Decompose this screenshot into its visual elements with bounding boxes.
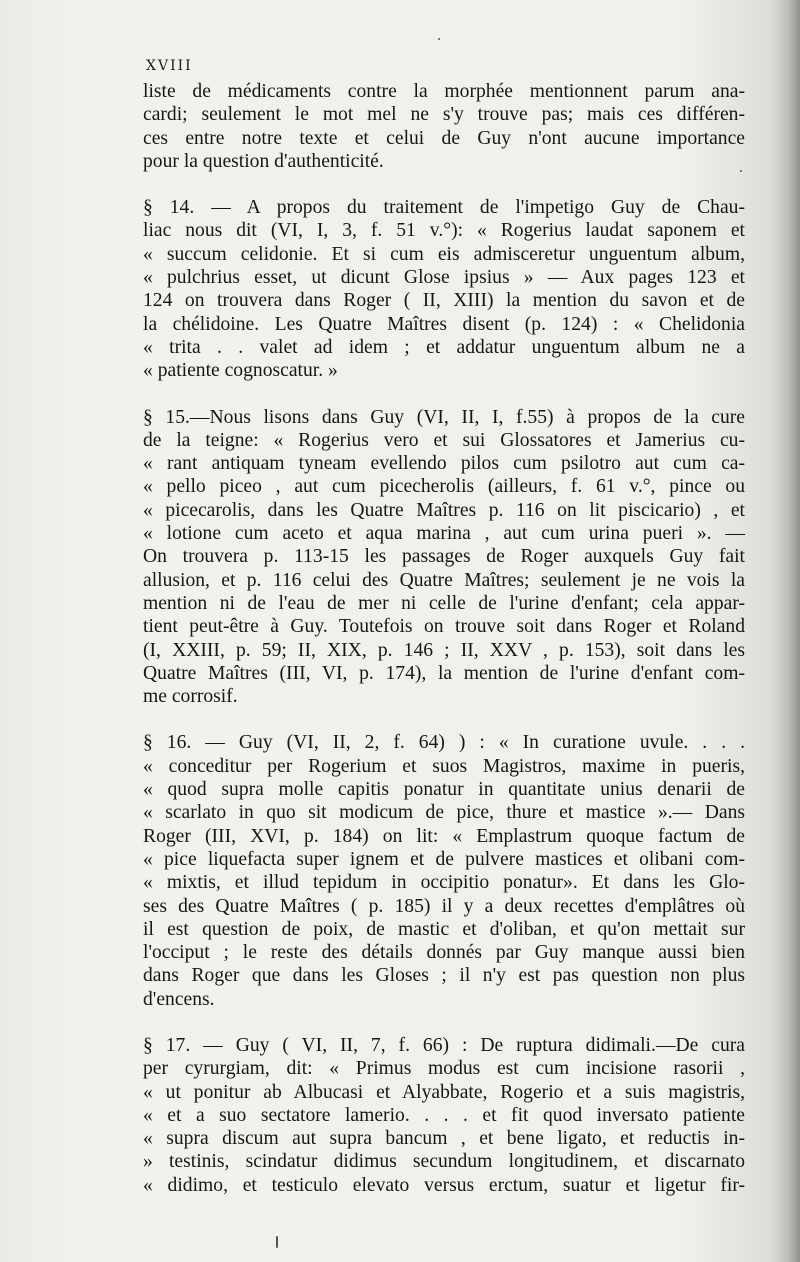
- text-line: « pice liquefacta super ignem et de pulvere mastices et olibani com-: [143, 848, 745, 870]
- text-line: « ut ponitur ab Albucasi et Alyabbate, Rogerio et a suis magistris,: [143, 1081, 745, 1103]
- text-line: « et a suo sectatore lamerio. . . . et fit quod inversato patiente: [143, 1104, 745, 1126]
- paper-speck: [438, 38, 440, 40]
- paper-speck: [740, 170, 742, 172]
- text-line: mention ni de l'eau de mer ni celle de l'urine d'enfant; cela appar-: [143, 592, 745, 614]
- paper-speck: [276, 1236, 278, 1248]
- text-line: « quod supra molle capitis ponatur in quantitate unius denarii de: [143, 779, 745, 801]
- text-line: cardi; seulement le mot mel ne s'y trouve pas; mais ces différen-: [143, 104, 745, 126]
- text-line: pour la question d'authenticité.: [143, 150, 384, 172]
- text-line: la chélidoine. Les Quatre Maîtres disent (p. 124) : « Chelidonia: [143, 313, 745, 335]
- text-line: tient peut-être à Guy. Toutefois on trouve soit dans Roger et Roland: [143, 616, 745, 638]
- section-15: [143, 406, 745, 709]
- text-line: Roger (III, XVI, p. 184) on lit: « Emplastrum quoque factum de: [143, 825, 745, 847]
- text-line: « scarlato in quo sit modicum de pice, thure et mastice ».— Dans: [143, 802, 745, 824]
- paragraph-continuation: [143, 80, 745, 173]
- text-line: « patiente cognoscatur. »: [143, 360, 338, 382]
- text-line: « picecarolis, dans les Quatre Maîtres p. 116 on lit piscicario) , et: [143, 499, 745, 521]
- text-line: « mixtis, et illud tepidum in occipitio ponatur». Et dans les Glo-: [143, 872, 745, 894]
- text-line: « didimo, et testiculo elevato versus erctum, suatur et ligetur fir-: [143, 1174, 745, 1196]
- text-line: « pello piceo , aut cum picecherolis (ailleurs, f. 61 v.°, pince ou: [143, 476, 745, 498]
- text-line: § 14. — A propos du traitement de l'impetigo Guy de Chau-: [143, 197, 745, 219]
- text-line: » testinis, scindatur didimus secundum longitudinem, et discarnato: [143, 1151, 745, 1173]
- section-14: [143, 196, 745, 382]
- body-text: [143, 80, 745, 1220]
- text-line: il est question de poix, de mastic et d'oliban, et qu'on mettait sur: [143, 918, 745, 940]
- text-line: § 16. — Guy (VI, II, 2, f. 64) ) : « In curatione uvule. . . .: [143, 732, 745, 754]
- section-16: [143, 731, 745, 1011]
- text-line: § 17. — Guy ( VI, II, 7, f. 66) : De ruptura didimali.—De cura: [143, 1034, 745, 1056]
- text-line: « rant antiquam tyneam evellendo pilos cum psilotro aut cum ca-: [143, 453, 745, 475]
- text-line: me corrosif.: [143, 686, 238, 708]
- text-line: dans Roger que dans les Gloses ; il n'y est pas question non plus: [143, 965, 745, 987]
- text-line: On trouvera p. 113-15 les passages de Roger auxquels Guy fait: [143, 546, 745, 568]
- text-line: « pulchrius esset, ut dicunt Glose ipsius » — Aux pages 123 et: [143, 267, 745, 289]
- text-line: per cyrurgiam, dit: « Primus modus est cum incisione rasorii ,: [143, 1058, 745, 1080]
- text-line: « lotione cum aceto et aqua marina , aut cum urina pueri ». —: [143, 523, 745, 545]
- text-line: 124 on trouvera dans Roger ( II, XIII) la mention du savon et de: [143, 290, 745, 312]
- text-line: « conceditur per Rogerium et suos Magistros, maxime in pueris,: [143, 755, 745, 777]
- text-line: allusion, et p. 116 celui des Quatre Maîtres; seulement je ne vois la: [143, 569, 745, 591]
- text-line: (I, XXIII, p. 59; II, XIX, p. 146 ; II, XXV , p. 153), soit dans les: [143, 639, 745, 661]
- page-gutter-shadow: [770, 0, 800, 1262]
- text-line: d'encens.: [143, 988, 215, 1010]
- text-line: « trita . . valet ad idem ; et addatur unguentum album ne a: [143, 336, 745, 358]
- text-line: « supra discum aut supra bancum , et bene ligato, et reductis in-: [143, 1128, 745, 1150]
- text-line: liste de médicaments contre la morphée mentionnent parum ana-: [143, 81, 745, 102]
- running-head-page-number: XVIII: [146, 58, 193, 74]
- section-17: [143, 1034, 745, 1197]
- text-line: liac nous dit (VI, I, 3, f. 51 v.°): « Rogerius laudat saponem et: [143, 220, 745, 242]
- text-line: « succum celidonie. Et si cum eis admisceretur unguentum album,: [143, 243, 745, 265]
- text-line: ses des Quatre Maîtres ( p. 185) il y a deux recettes d'emplâtres où: [143, 895, 745, 917]
- text-line: de la teigne: « Rogerius vero et sui Glossatores et Jamerius cu-: [143, 429, 745, 451]
- text-line: § 15.—Nous lisons dans Guy (VI, II, I, f.55) à propos de la cure: [143, 406, 745, 428]
- text-line: Quatre Maîtres (III, VI, p. 174), la mention de l'urine d'enfant com-: [143, 662, 745, 684]
- text-line: ces entre notre texte et celui de Guy n'ont aucune importance: [143, 127, 745, 149]
- text-line: l'occiput ; le reste des détails donnés par Guy manque aussi bien: [143, 942, 745, 964]
